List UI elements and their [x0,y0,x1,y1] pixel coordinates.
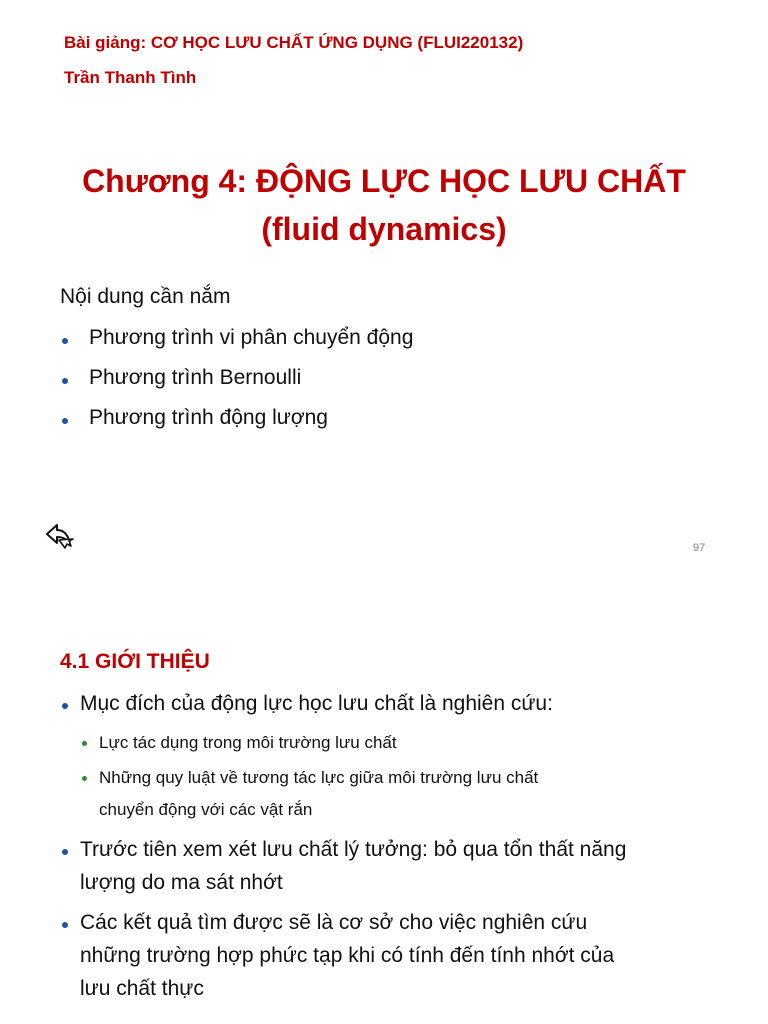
chapter-subtitle: (fluid dynamics) [261,211,507,247]
list-item-label: Phương trình Bernoulli [89,366,302,389]
list-item-text: Mục đích của động lực học lưu chất là nghiên cứu: [80,692,553,715]
sub-list-item [80,727,397,759]
list-item-text: lượng do ma sát nhớt [80,871,283,894]
sub-list-item [80,762,538,826]
author-name: Trần Thanh Tình [64,68,197,87]
list-item-text: lưu chất thực [80,977,204,1000]
bullet-icon [82,776,87,781]
bullet-icon [62,418,68,424]
chapter-title: Chương 4: ĐỘNG LỰC HỌC LƯU CHẤT [82,163,686,199]
list-item-label: Phương trình động lượng [89,406,328,429]
list-item-text: những trường hợp phức tạp khi có tính đến tính nhớt của [80,944,615,967]
sub-list-item-text: chuyển động với các vật rắn [99,800,313,819]
back-arrow-icon[interactable] [44,522,74,552]
list-item [60,833,626,899]
list-item-text: Trước tiên xem xét lưu chất lý tưởng: bỏ qua tổn thất năng [80,838,627,861]
page-number: 97 [693,542,706,554]
list-item [60,402,413,442]
sub-list-item-text: Lực tác dụng trong môi trường lưu chất [99,733,397,752]
bullet-icon [62,338,68,344]
bullet-icon [62,922,68,928]
list-item-text: Các kết quả tìm được sẽ là cơ sở cho việc nghiên cứu [80,911,588,934]
bullet-icon [62,703,68,709]
list-item [60,362,413,402]
list-item [60,687,553,720]
list-item-label: Phương trình vi phân chuyển động [89,326,414,349]
content-heading: Nội dung cần nắm [60,285,231,308]
section-heading: 4.1 GIỚI THIỆU [60,650,210,673]
bullet-icon [62,849,68,855]
list-item [60,906,614,1005]
course-title: Bài giảng: CƠ HỌC LƯU CHẤT ỨNG DỤNG (FLUI220132) [64,33,524,52]
list-item [60,322,413,362]
content-list [60,322,413,442]
bullet-icon [62,378,68,384]
bullet-icon [82,741,87,746]
sub-list-item-text: Những quy luật về tương tác lực giữa môi trường lưu chất [99,768,539,787]
